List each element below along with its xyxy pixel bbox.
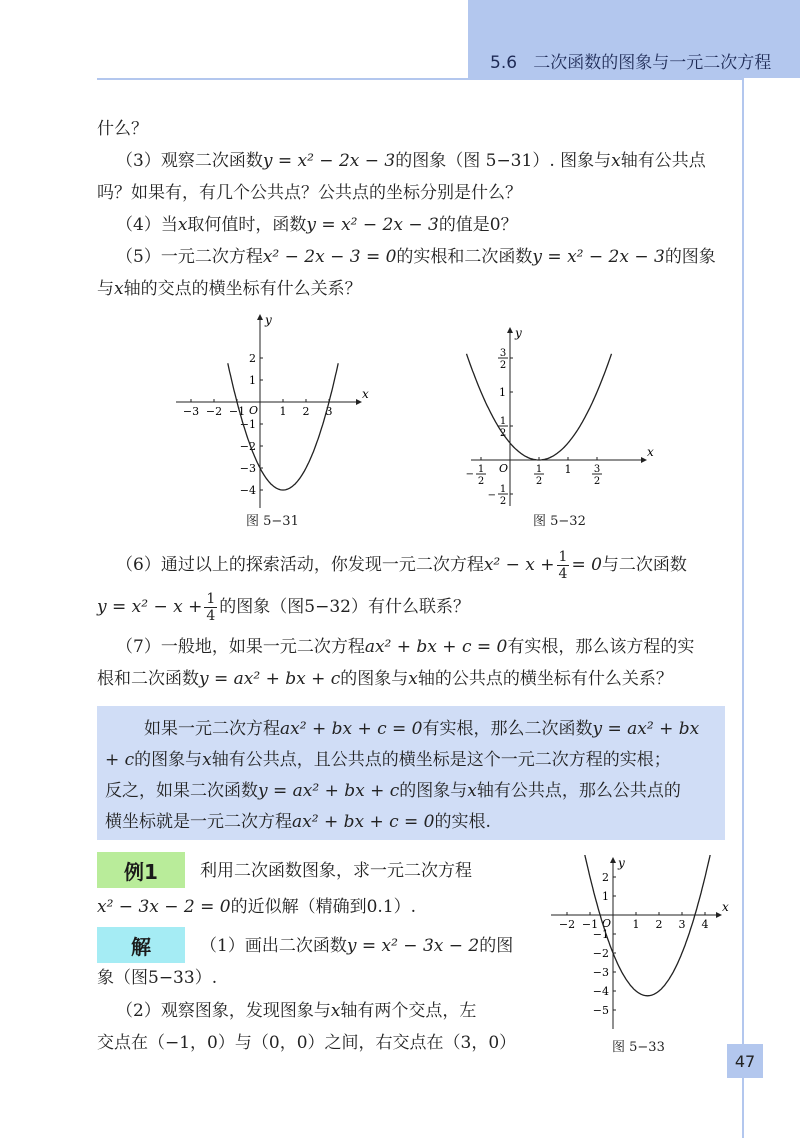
y-tick-label: 1 (499, 386, 506, 399)
text-line (97, 1032, 516, 1054)
y-tick-label: −4 (592, 985, 609, 998)
text: （7）一般地，如果一元二次方程 (116, 637, 365, 657)
text: 的实根和二次函数 (396, 247, 533, 267)
text: 的图象（图 5−31）. 图象与 (395, 151, 612, 171)
text-line (97, 967, 217, 989)
equation: y = x² − 3x − 2 (346, 936, 480, 956)
x-tick-label-num: 3 (593, 464, 601, 475)
question-7 (116, 636, 694, 658)
y-tick-label: 2 (602, 871, 609, 884)
equation: y = x² − 2x − 3 (306, 215, 439, 235)
text: 有实根，那么二次函数 (422, 719, 593, 739)
equation: x² − 2x − 3 = 0 (262, 247, 397, 267)
variable: x (177, 215, 188, 235)
origin-label: O (602, 917, 612, 930)
text: 轴的公共点的横坐标有什么关系？ (417, 669, 673, 689)
text: （3）观察二次函数 (116, 151, 263, 171)
x-tick-label: −1 (228, 405, 246, 418)
x-tick-label-den: 2 (477, 476, 485, 487)
variable: x (330, 1001, 341, 1021)
text: 横坐标就是一元二次方程 (105, 812, 292, 832)
x-tick-label: 4 (701, 918, 709, 931)
variable: x (408, 669, 418, 689)
text: 的图象与 (340, 669, 409, 689)
y-tick-label: −3 (592, 966, 609, 979)
summary-box (97, 706, 725, 840)
text: 象（图5−33）. (97, 968, 218, 988)
x-tick-label-den: 2 (535, 476, 543, 487)
text: 吗？如果有，有几个公共点？公共点的坐标分别是什么？ (97, 183, 522, 203)
equation: y = x² − 2x − 3 (532, 247, 665, 267)
text-line (105, 811, 491, 833)
chart-fig-5-31 (170, 312, 370, 512)
text-line (116, 1000, 476, 1022)
denominator: 4 (558, 566, 568, 582)
text-line (97, 587, 470, 627)
text: 的值是0？ (438, 215, 518, 235)
text-line (144, 718, 699, 740)
y-tick-label-den: 2 (499, 428, 507, 439)
page-title (490, 48, 771, 73)
x-tick-label: −1 (581, 918, 599, 931)
text-line (105, 749, 671, 771)
equation: + c (105, 750, 135, 770)
equation: x² − x + (483, 555, 555, 575)
equation: ax² + bx + c = 0 (364, 637, 508, 657)
fraction (557, 549, 570, 582)
text: 的图象与 (134, 750, 203, 770)
x-tick-label: −3 (182, 405, 200, 418)
x-tick-label: 1 (564, 463, 572, 476)
equation: y = x² − x + (97, 597, 203, 617)
text: 交点在（−1，0）与（0，0）之间，右交点在（3，0） (97, 1033, 517, 1053)
chart-fig-5-33 (545, 855, 730, 1033)
equation: ax² + bx + c = 0 (280, 719, 423, 739)
y-tick-label: 1 (249, 374, 256, 387)
text-line (97, 896, 416, 918)
y-axis-arrow (610, 857, 616, 863)
text: 的近似解（精确到0.1）. (230, 897, 417, 917)
x-tick-label-num: 1 (535, 464, 543, 475)
fraction (204, 591, 217, 624)
y-tick-label-den: 2 (499, 360, 507, 371)
text: （6）通过以上的探索活动，你发现一元二次方程 (116, 555, 484, 575)
x-tick-label: 3 (678, 918, 686, 931)
text-line (97, 182, 522, 204)
y-axis-label: y (265, 313, 272, 327)
x-axis-label: x (362, 387, 369, 401)
variable: x (202, 750, 212, 770)
text: 有实根，那么该方程的实 (507, 637, 695, 657)
y-tick-label: −4 (239, 484, 256, 497)
y-tick-label-num: 1 (499, 416, 507, 427)
y-tick-label: −2 (239, 440, 256, 453)
denominator: 4 (206, 608, 216, 624)
text: 取何值时，函数 (187, 215, 307, 235)
variable: x (611, 151, 621, 171)
example-tag: 例1 (97, 852, 185, 888)
x-tick-label: 2 (655, 918, 663, 931)
text: 的图象 (664, 247, 716, 267)
y-axis-label: y (515, 326, 522, 340)
text: 的实根. (434, 812, 491, 832)
text: 轴有公共点，且公共点的横坐标是这个一元二次方程的实根； (211, 750, 671, 770)
y-tick-label: 2 (249, 352, 256, 365)
y-axis-arrow (257, 314, 263, 320)
y-tick-label: −5 (592, 1004, 609, 1017)
variable: x (114, 279, 124, 299)
text-line (200, 935, 513, 957)
y-tick-label-sign: − (487, 490, 496, 501)
solution-tag: 解 (97, 927, 185, 963)
text-line (97, 278, 362, 300)
x-tick-label-num: 1 (477, 464, 485, 475)
caption-fig-5-31: 图 5−31 (246, 514, 299, 529)
text: 轴有公共点 (620, 151, 706, 171)
question-4 (116, 214, 518, 236)
x-axis-label: x (722, 900, 729, 914)
equation: y = ax² + bx + c (199, 669, 341, 689)
caption-fig-5-32: 图 5−32 (533, 514, 586, 529)
question-5 (116, 246, 716, 268)
equation: y = ax² + bx + c (258, 781, 400, 801)
x-tick-label: −2 (558, 918, 576, 931)
equation: y = x² − 2x − 3 (262, 151, 396, 171)
equation: = 0 (571, 555, 602, 575)
y-tick-label: −3 (239, 462, 256, 475)
margin-rule (742, 78, 744, 1138)
section-number: 5.6 (490, 53, 518, 73)
equation: x² − 3x − 2 = 0 (97, 897, 231, 917)
y-tick-label-den: 2 (499, 496, 507, 507)
equation: y = ax² + bx (592, 719, 700, 739)
x-tick-label: −2 (205, 405, 223, 418)
y-axis-label: y (618, 856, 625, 870)
text: 的图 (479, 936, 514, 956)
x-tick-label: 3 (325, 405, 333, 418)
text: 利用二次函数图象，求一元二次方程 (200, 861, 472, 881)
y-tick-label-num: 3 (499, 348, 507, 359)
numerator: 1 (558, 549, 568, 565)
equation: ax² + bx + c = 0 (292, 812, 435, 832)
y-tick-label-num: 1 (499, 484, 507, 495)
numerator: 1 (206, 591, 216, 607)
text: 反之，如果二次函数 (105, 781, 258, 801)
x-axis-label: x (647, 445, 654, 459)
x-tick-label-den: 2 (593, 476, 601, 487)
x-tick-label-sign: − (465, 469, 474, 480)
text: （5）一元二次方程 (116, 247, 263, 267)
x-tick-label: 1 (632, 918, 640, 931)
text: 根和二次函数 (97, 669, 199, 689)
text: （1）画出二次函数 (200, 936, 347, 956)
y-tick-label: −2 (592, 947, 609, 960)
question-3 (116, 150, 706, 172)
origin-label: O (249, 404, 259, 417)
chart-fig-5-32 (465, 325, 655, 510)
y-tick-label: −1 (239, 418, 256, 431)
text-line (97, 118, 148, 140)
y-axis-arrow (507, 327, 513, 333)
x-tick-label: 1 (279, 405, 287, 418)
text: （4）当 (116, 215, 178, 235)
y-tick-label: 1 (602, 890, 609, 903)
section-title: 二次函数的图象与一元二次方程 (533, 53, 772, 73)
page-number: 47 (727, 1044, 763, 1078)
header-divider (97, 78, 742, 80)
text: 轴的交点的横坐标有什么关系？ (123, 279, 362, 299)
text: 轴有两个交点，左 (340, 1001, 477, 1021)
text-line (97, 668, 673, 690)
text: 什么？ (97, 119, 148, 139)
text: 与二次函数 (601, 555, 687, 575)
text: 的图象与 (399, 781, 468, 801)
text-line (200, 860, 472, 882)
caption-fig-5-33: 图 5−33 (612, 1040, 665, 1055)
parabola-curve (467, 354, 612, 460)
variable: x (467, 781, 477, 801)
x-tick-label: 2 (302, 405, 310, 418)
text: 的图象（图5−32）有什么联系？ (219, 597, 470, 617)
text: 与 (97, 279, 114, 299)
text: 轴有公共点，那么公共点的 (476, 781, 681, 801)
text: （2）观察图象，发现图象与 (116, 1001, 331, 1021)
text: 如果一元二次方程 (144, 719, 280, 739)
y-tick-label: −1 (592, 928, 609, 941)
origin-label: O (499, 462, 509, 475)
text-line (105, 780, 681, 802)
question-6 (116, 545, 687, 585)
